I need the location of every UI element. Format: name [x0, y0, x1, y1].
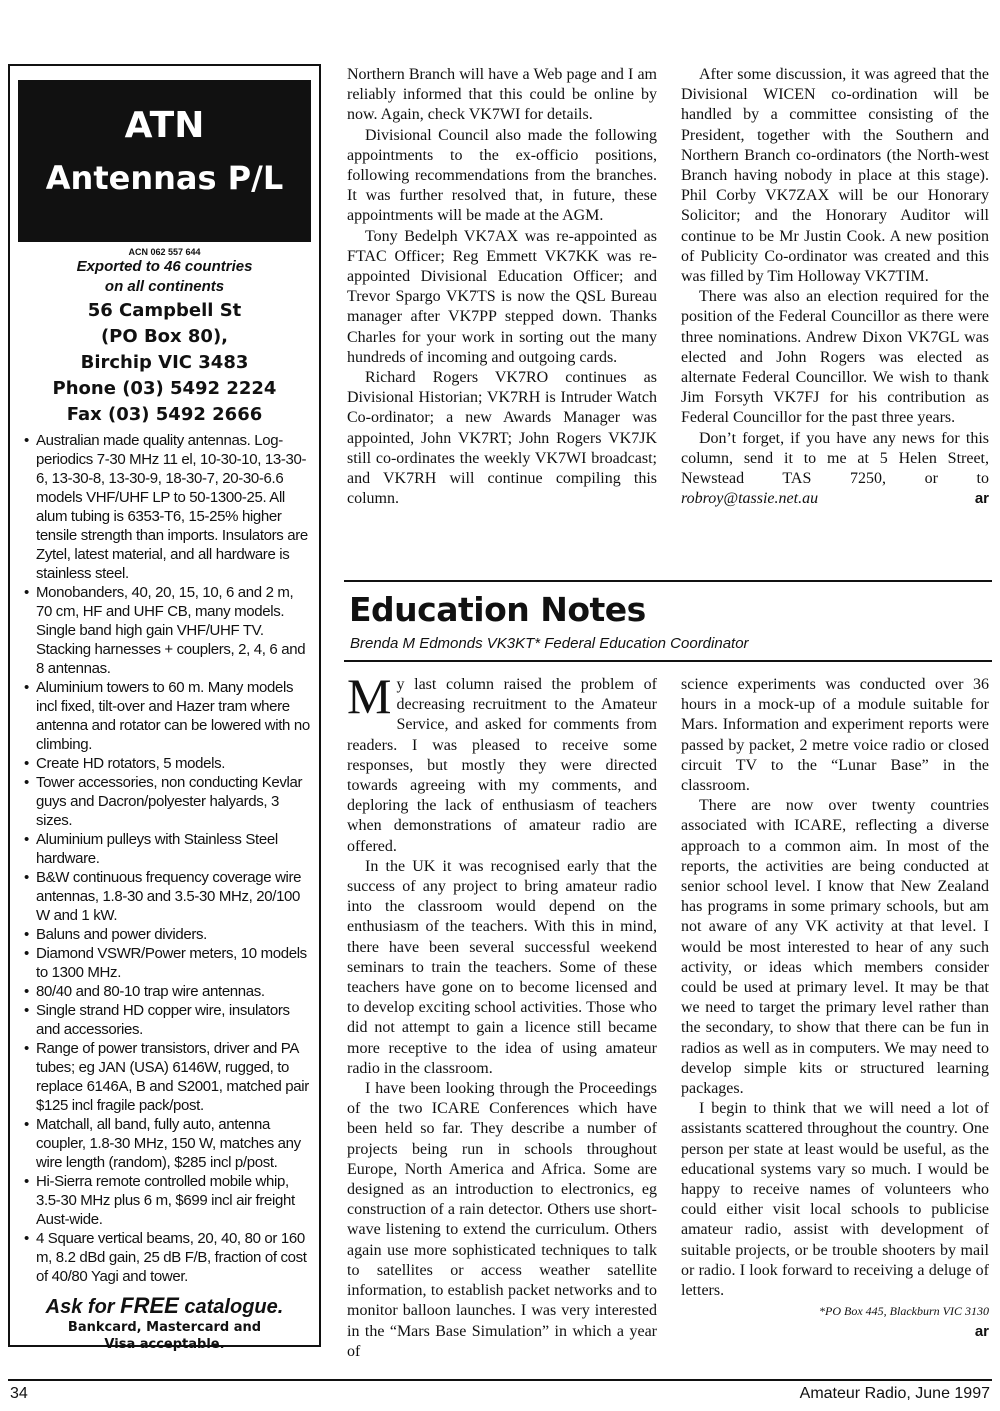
- ad-fax: Fax (03) 5492 2666: [66, 404, 263, 425]
- ad-bullet: • Australian made quality antennas. Log-periodics 7-30 MHz 11 el, 10-30-10, 13-30-6, 13-30-8, 13-30-9, 18-30-7, 20-30-6.6 models VHF/UHF LP to 50-1300-25. All alum tubing is 6353-T6, 15-25% higher tensile strength than imports. Insulators are Zytel, latest material, and all hardware is stainless steel.: [24, 431, 311, 583]
- ad-bullet: • B&W continuous frequency coverage wire antennas, 1.8-30 and 3.5-30 MHz, 20/100 W and 1 kW.: [24, 868, 311, 925]
- education-column-1: [347, 668, 657, 1362]
- ar-end-mark: ar: [974, 490, 989, 508]
- ad-bullet: • Monobanders, 40, 20, 15, 10, 6 and 2 m, 70 cm, HF and UHF CB, many models. Single band high gain VHF/UHF TV. Stacking harnesses + couplers, 2, 4, 6 and 8 antennas.: [24, 583, 311, 678]
- ad-ask-post: catalogue.: [178, 1296, 284, 1318]
- ad-bullet: • Tower accessories, non conducting Kevlar guys and Dacron/polyester halyards, 3 sizes.: [24, 773, 311, 830]
- ad-phone: Phone (03) 5492 2224: [52, 378, 277, 399]
- ad-bullet: • 4 Square vertical beams, 20, 40, 80 or 160 m, 8.2 dBd gain, 25 dB F/B, fraction of cost of 40/80 Yagi and tower.: [24, 1229, 311, 1286]
- paragraph: Divisional Council also made the following appointments to the ex-officio positions, following recommendations from the branches. It was further resolved that, in future, these appointments will be made at the AGM.: [347, 126, 657, 225]
- paragraph-closing: [681, 429, 989, 510]
- ad-ask-free: FREE: [120, 1293, 179, 1318]
- ad-bullet: • Create HD rotators, 5 models.: [24, 754, 311, 773]
- ad-exported-line2: on all continents: [104, 278, 225, 295]
- page-number: 34: [10, 1385, 28, 1402]
- ad-bullet: • Range of power transistors, driver and PA tubes; eg JAN (USA) 6146W, rugged, to replace 6146A, B and S2001, matched pair $125 incl fragile pack/post.: [24, 1039, 311, 1115]
- ad-title-line1: ATN: [124, 105, 205, 146]
- paragraph: science experiments was conducted over 36 hours in a mock-up of a module suitable for Mars. Information and experiment reports were passed by packet, 2 metre voice radio or closed circuit TV to the “Lunar Base” in the classroom.: [681, 676, 989, 795]
- paragraph: Richard Rogers VK7RO continues as Divisional Historian; VK7RH is Intruder Watch Co-ordinator; a new Awards Manager was appointed, John VK7RT; John Rogers VK7JK still co-ordinates the weekly VK7WI broadcast; and VK7RH will continue compiling this column.: [347, 369, 657, 508]
- first-paragraph-text: y last column raised the problem of decreasing recruitment to the Amateur Service, and asked for comments from readers. I was pleased to receive some responses, but mostly they were directed towards agreeing with my comments, and deploring the lack of enthusiasm of teachers when demonstrations of amateur radio are offered.: [347, 676, 657, 855]
- ad-bank-line1: Bankcard, Mastercard and: [67, 1320, 262, 1335]
- section-title: Education Notes: [349, 590, 646, 629]
- footer-rule: [8, 1379, 992, 1381]
- ad-bullet: • Diamond VSWR/Power meters, 10 models to 1300 MHz.: [24, 944, 311, 982]
- drop-cap: M: [347, 668, 392, 724]
- paragraph: There are now over twenty countries associated with ICARE, reflecting a diverse approach to a common aim. In most of the reports, the activities are being conducted at senior school level. I know that New Zealand has programs in some primary schools, but am not aware of any VK activity at that level. I would be most interested to hear of any such activity, or ideas which members consider could be used at primary level. It may be that we need to target the primary level rather than the secondary, to show that there can be fun in radios as well as in computers. We may need to develop simple kits or structured learning packages.: [681, 797, 989, 1098]
- ad-bullet: • Aluminium towers to 60 m. Many models incl fixed, tilt-over and Hazer tram where antenna and rotator can be lowered with no climbing.: [24, 678, 311, 754]
- section-header-rule: [344, 660, 992, 662]
- ad-bullet: • Matchall, all band, fully auto, antenna coupler, 1.8-30 MHz, 150 W, matches any wire length (random), $285 incl p/post.: [24, 1115, 311, 1172]
- education-column-2: [681, 675, 989, 1342]
- ar-end-mark: ar: [974, 1322, 989, 1340]
- ad-address-street: 56 Campbell St: [87, 300, 242, 321]
- publication-info: Amateur Radio, June 1997: [799, 1385, 990, 1402]
- ad-catalogue-offer: [10, 1294, 319, 1319]
- ad-exported-line1: Exported to 46 countries: [76, 258, 253, 275]
- paragraph: In the UK it was recognised early that the success of any project to bring amateur radio into the classroom would depend on the enthusiasm of the teachers. With this in mind, there have been several successful weekend seminars to train the teachers. Some of these teachers have gone on to become licensed and to develop exciting school activities. Those who did not attempt to gain a licence still became more receptive to the idea of using amateur radio in the classroom.: [347, 857, 657, 1077]
- paragraph: Northern Branch will have a Web page and I am reliably informed that this could be online by now. Again, check VK7WI for details.: [347, 66, 657, 124]
- ad-address-town: Birchip VIC 3483: [80, 352, 249, 373]
- paragraph: I begin to think that we will need a lot of assistants scattered throughout the country. One person per state at least would be useful, as the educational systems vary so much. I would be happy to receive names of volunteers who could either visit local schools to publicise amateur radio, assist with development of suitable projects, or be trouble shooters by mail or radio. I look forward to receiving a deluge of letters.: [681, 1100, 989, 1300]
- atn-antennas-advertisement: [8, 64, 321, 1352]
- article-column-2: [681, 65, 989, 509]
- author-address-note: *PO Box 445, Blackburn VIC 3130: [819, 1304, 989, 1319]
- ad-bullet: • Single strand HD copper wire, insulators and accessories.: [24, 1001, 311, 1039]
- ad-bullet: • Baluns and power dividers.: [24, 925, 311, 944]
- ad-acn: ACN 062 557 644: [128, 247, 201, 257]
- paragraph-first: [347, 668, 657, 857]
- paragraph: There was also an election required for the position of the Federal Councillor as there were three nominations. Andrew Dixon VK7GL was elected and John Rogers was elected as alternate Federal Councillor. We wish to thank Jim Forsyth VK7FJ for his contribution as Federal Councillor for the past three years.: [681, 288, 989, 427]
- ad-bullet: • Aluminium pulleys with Stainless Steel hardware.: [24, 830, 311, 868]
- email-address: robroy@tassie.net.au: [681, 490, 819, 508]
- ad-address-pobox: (PO Box 80),: [100, 326, 229, 347]
- article-column-1: [347, 65, 657, 509]
- section-byline: Brenda M Edmonds VK3KT* Federal Education Coordinator: [350, 635, 749, 652]
- paragraph: Tony Bedelph VK7AX was re-appointed as FTAC Officer; Reg Emmett VK7KK was re-appointed Divisional Education Officer; and Trevor Spargo VK7TS is now the QSL Bureau manager after VK7PP stepped down. Thanks Charles for your work in sorting out the many hundreds of incoming and outgoing cards.: [347, 227, 657, 366]
- closing-text: Don’t forget, if you have any news for this column, send it to me at 5 Helen Street, Newstead TAS 7250, or to: [681, 429, 989, 488]
- paragraph: After some discussion, it was agreed that the Divisional WICEN co-ordination will be handled by a committee consisting of the President, together with the Southern and Northern Branch co-ordinators (the North-west Branch having nobody in place at this stage). Phil Corby VK7ZAX will be our Honorary Solicitor; and the Honorary Auditor will continue to be Mr Justin Cook. A new position of Publicity Co-ordinator was created and this was filled by Tim Holloway VK7TIM.: [681, 66, 989, 286]
- ad-ask-pre: Ask for: [45, 1296, 121, 1318]
- ad-title-block: [18, 80, 311, 242]
- ad-bank-line2: Visa acceptable.: [104, 1337, 225, 1352]
- ad-product-list: [10, 431, 319, 1286]
- section-top-rule: [344, 580, 992, 582]
- ad-bullet: • Hi-Sierra remote controlled mobile whip, 3.5-30 MHz plus 6 m, $699 incl air freight Aust-wide.: [24, 1172, 311, 1229]
- ad-title-line2: Antennas P/L: [45, 159, 284, 197]
- paragraph: I have been looking through the Proceedings of the two ICARE Conferences which have been held so far. They describe a number of projects being run in schools throughout Europe, North America and Africa. Some are designed as an introduction to electronics, eg construction of a rain detector. Others use short-wave listening to extend the curriculum. Others again use more sophisticated techniques to talk to satellites or access weather satellite information, to establish packet networks and to monitor balloon launches. I was very interested in the “Mars Base Simulation” in which a year of: [347, 1080, 657, 1360]
- ad-bullet: • 80/40 and 80-10 trap wire antennas.: [24, 982, 311, 1001]
